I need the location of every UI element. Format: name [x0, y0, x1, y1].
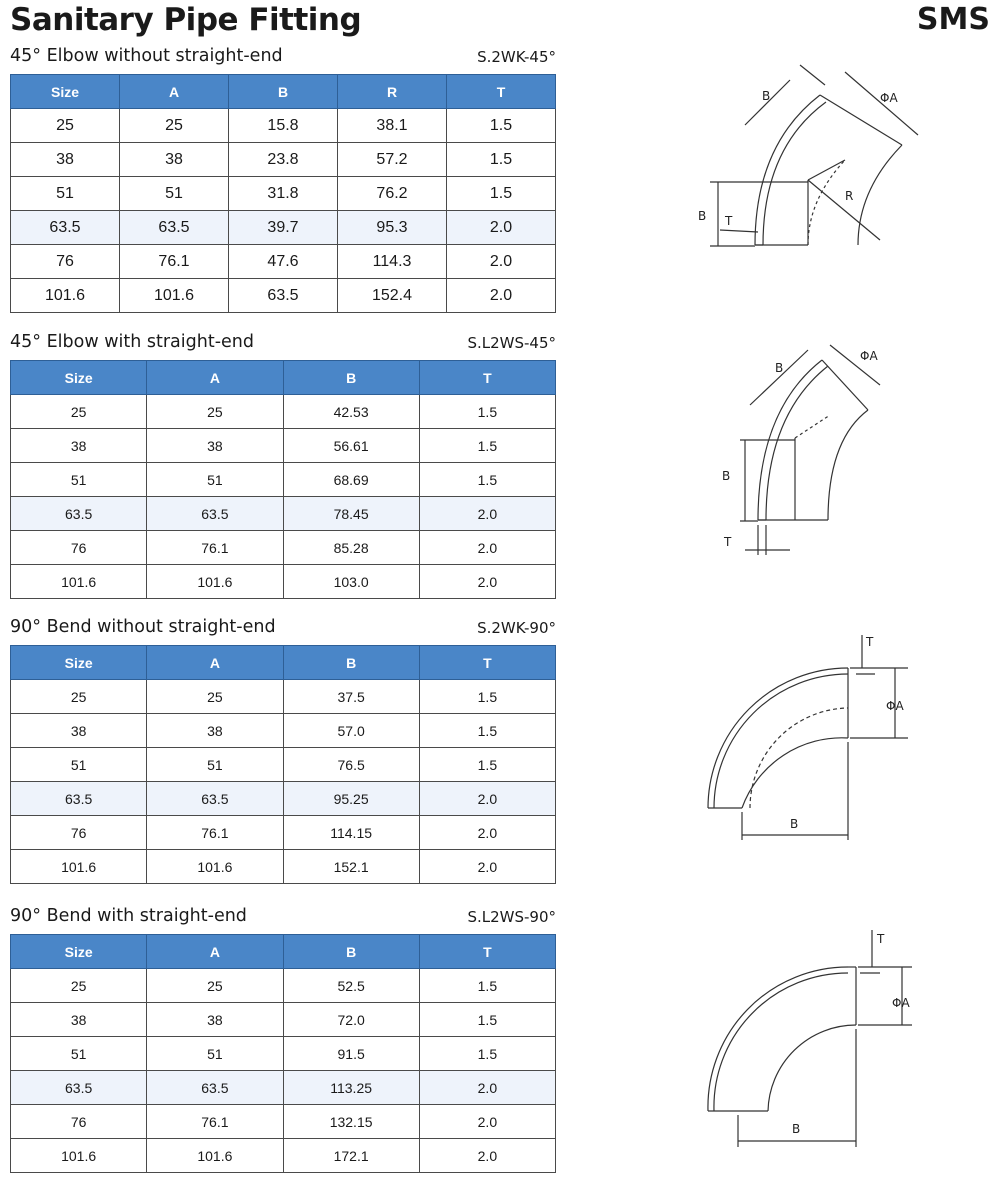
table-cell: 57.2 [338, 143, 447, 177]
table-cell: 172.1 [283, 1139, 419, 1173]
table-cell: 1.5 [419, 463, 555, 497]
table-cell: 25 [11, 109, 120, 143]
table-cell: 2.0 [419, 497, 555, 531]
diagram-label-t: T [866, 635, 874, 649]
table-cell: 101.6 [120, 279, 229, 313]
column-header: T [419, 935, 555, 969]
table-cell: 76.1 [147, 816, 283, 850]
table-cell: 101.6 [147, 1139, 283, 1173]
column-header: A [147, 361, 283, 395]
table-cell: 63.5 [147, 497, 283, 531]
diagram-45-elbow-with-straight-end [700, 340, 920, 565]
table-row [11, 463, 556, 497]
table-cell: 152.4 [338, 279, 447, 313]
table-cell: 56.61 [283, 429, 419, 463]
diagram-label-b: B [790, 817, 799, 831]
table-cell: 51 [11, 463, 147, 497]
table-cell: 152.1 [283, 850, 419, 884]
diagram-label-r: R [845, 189, 854, 203]
section-90-bend-with-straight-end [10, 904, 556, 1173]
table-cell: 2.0 [419, 782, 555, 816]
column-header: R [338, 75, 447, 109]
table-cell: 2.0 [419, 565, 555, 599]
table-cell: 37.5 [283, 680, 419, 714]
column-header: B [283, 646, 419, 680]
table-cell: 38 [147, 1003, 283, 1037]
table-row [11, 531, 556, 565]
diagram-label-phi-a: ΦA [892, 996, 910, 1010]
table-cell: 72.0 [283, 1003, 419, 1037]
table-row [11, 680, 556, 714]
table-cell: 52.5 [283, 969, 419, 1003]
spec-table [10, 934, 556, 1173]
table-cell: 1.5 [419, 680, 555, 714]
table-row [11, 1105, 556, 1139]
diagram-45-elbow-without-straight-end [680, 60, 940, 280]
table-cell: 51 [11, 748, 147, 782]
table-cell: 1.5 [419, 395, 555, 429]
spec-table [10, 360, 556, 599]
column-header: B [283, 361, 419, 395]
section-title: 45° Elbow without straight-end [10, 46, 283, 66]
section-45-elbow-with-straight-end [10, 330, 556, 599]
diagram-90-bend-without-straight-end [690, 630, 930, 850]
table-cell: 1.5 [419, 429, 555, 463]
table-cell: 2.0 [447, 279, 556, 313]
table-cell: 78.45 [283, 497, 419, 531]
table-row [11, 245, 556, 279]
column-header: B [229, 75, 338, 109]
diagram-label-t: T [877, 932, 885, 946]
table-cell: 51 [11, 177, 120, 211]
table-cell: 25 [11, 395, 147, 429]
table-cell: 39.7 [229, 211, 338, 245]
table-cell: 63.5 [11, 782, 147, 816]
table-cell: 76.1 [147, 1105, 283, 1139]
section-code: S.2WK-90° [477, 619, 556, 637]
column-header: T [419, 646, 555, 680]
table-cell: 51 [147, 748, 283, 782]
table-row [11, 816, 556, 850]
table-cell: 63.5 [11, 1071, 147, 1105]
column-header: T [419, 361, 555, 395]
table-cell: 51 [147, 1037, 283, 1071]
column-header: A [147, 646, 283, 680]
table-cell: 76.2 [338, 177, 447, 211]
diagram-label-phi-a: ΦA [886, 699, 904, 713]
spec-table [10, 645, 556, 884]
table-cell: 2.0 [419, 531, 555, 565]
table-cell: 1.5 [419, 1037, 555, 1071]
table-cell: 76 [11, 816, 147, 850]
table-cell: 91.5 [283, 1037, 419, 1071]
table-cell: 85.28 [283, 531, 419, 565]
table-cell: 38 [11, 429, 147, 463]
table-cell: 25 [120, 109, 229, 143]
table-row [11, 497, 556, 531]
table-cell: 51 [11, 1037, 147, 1071]
table-cell: 25 [11, 969, 147, 1003]
table-cell: 113.25 [283, 1071, 419, 1105]
table-row [11, 429, 556, 463]
table-cell: 38.1 [338, 109, 447, 143]
section-45-elbow-without-straight-end [10, 44, 556, 313]
column-header: Size [11, 361, 147, 395]
table-cell: 25 [11, 680, 147, 714]
table-cell: 1.5 [419, 748, 555, 782]
table-row [11, 1003, 556, 1037]
table-cell: 76.5 [283, 748, 419, 782]
table-cell: 57.0 [283, 714, 419, 748]
table-row [11, 850, 556, 884]
table-cell: 51 [120, 177, 229, 211]
table-cell: 38 [147, 429, 283, 463]
section-code: S.L2WS-90° [467, 908, 556, 926]
table-row [11, 211, 556, 245]
diagram-label-t: T [724, 535, 732, 549]
table-row [11, 782, 556, 816]
table-cell: 101.6 [11, 850, 147, 884]
section-title: 90° Bend without straight-end [10, 617, 276, 637]
table-cell: 42.53 [283, 395, 419, 429]
table-cell: 38 [147, 714, 283, 748]
section-title: 45° Elbow with straight-end [10, 332, 254, 352]
table-cell: 63.5 [11, 497, 147, 531]
table-row [11, 395, 556, 429]
table-cell: 25 [147, 680, 283, 714]
table-cell: 2.0 [419, 850, 555, 884]
table-cell: 101.6 [147, 850, 283, 884]
column-header: Size [11, 646, 147, 680]
table-row [11, 1037, 556, 1071]
page-title: Sanitary Pipe Fitting [10, 2, 362, 38]
table-row [11, 109, 556, 143]
table-cell: 63.5 [229, 279, 338, 313]
column-header: Size [11, 75, 120, 109]
table-cell: 38 [11, 143, 120, 177]
table-cell: 95.3 [338, 211, 447, 245]
brand-label: SMS [916, 2, 990, 37]
column-header: A [120, 75, 229, 109]
table-cell: 1.5 [447, 109, 556, 143]
diagram-label-b-side: B [722, 469, 731, 483]
table-cell: 101.6 [11, 1139, 147, 1173]
table-cell: 68.69 [283, 463, 419, 497]
section-title: 90° Bend with straight-end [10, 906, 247, 926]
diagram-label-b-side: B [698, 209, 707, 223]
table-cell: 2.0 [447, 211, 556, 245]
table-row [11, 748, 556, 782]
diagram-label-phi-a: ΦA [880, 91, 898, 105]
table-cell: 76.1 [147, 531, 283, 565]
column-header: T [447, 75, 556, 109]
table-cell: 114.15 [283, 816, 419, 850]
table-row [11, 279, 556, 313]
table-cell: 2.0 [447, 245, 556, 279]
section-code: S.L2WS-45° [467, 334, 556, 352]
table-cell: 1.5 [419, 969, 555, 1003]
diagram-label-b: B [792, 1122, 801, 1136]
table-cell: 31.8 [229, 177, 338, 211]
section-90-bend-without-straight-end [10, 615, 556, 884]
table-cell: 103.0 [283, 565, 419, 599]
table-row [11, 143, 556, 177]
table-cell: 47.6 [229, 245, 338, 279]
table-cell: 1.5 [447, 143, 556, 177]
table-cell: 101.6 [11, 565, 147, 599]
spec-table [10, 74, 556, 313]
table-cell: 15.8 [229, 109, 338, 143]
table-cell: 23.8 [229, 143, 338, 177]
table-cell: 76.1 [120, 245, 229, 279]
table-cell: 2.0 [419, 816, 555, 850]
section-code: S.2WK-45° [477, 48, 556, 66]
column-header: A [147, 935, 283, 969]
table-cell: 2.0 [419, 1071, 555, 1105]
table-cell: 63.5 [120, 211, 229, 245]
table-cell: 38 [120, 143, 229, 177]
diagram-label-phi-a: ΦA [860, 349, 878, 363]
table-cell: 101.6 [11, 279, 120, 313]
table-cell: 114.3 [338, 245, 447, 279]
table-cell: 2.0 [419, 1105, 555, 1139]
diagram-label-b: B [775, 361, 784, 375]
column-header: Size [11, 935, 147, 969]
diagram-label-t: T [725, 214, 733, 228]
table-cell: 63.5 [147, 1071, 283, 1105]
table-cell: 76 [11, 531, 147, 565]
table-cell: 76 [11, 1105, 147, 1139]
table-row [11, 177, 556, 211]
table-cell: 76 [11, 245, 120, 279]
table-cell: 1.5 [419, 1003, 555, 1037]
table-cell: 2.0 [419, 1139, 555, 1173]
table-row [11, 1071, 556, 1105]
table-cell: 101.6 [147, 565, 283, 599]
table-cell: 25 [147, 969, 283, 1003]
table-row [11, 565, 556, 599]
diagram-90-bend-with-straight-end [690, 925, 930, 1150]
table-cell: 1.5 [447, 177, 556, 211]
table-cell: 132.15 [283, 1105, 419, 1139]
table-cell: 63.5 [11, 211, 120, 245]
table-cell: 38 [11, 714, 147, 748]
table-row [11, 1139, 556, 1173]
table-cell: 1.5 [419, 714, 555, 748]
table-cell: 63.5 [147, 782, 283, 816]
table-cell: 38 [11, 1003, 147, 1037]
table-cell: 25 [147, 395, 283, 429]
diagram-label-b: B [762, 89, 771, 103]
table-row [11, 714, 556, 748]
column-header: B [283, 935, 419, 969]
table-cell: 51 [147, 463, 283, 497]
table-cell: 95.25 [283, 782, 419, 816]
table-row [11, 969, 556, 1003]
